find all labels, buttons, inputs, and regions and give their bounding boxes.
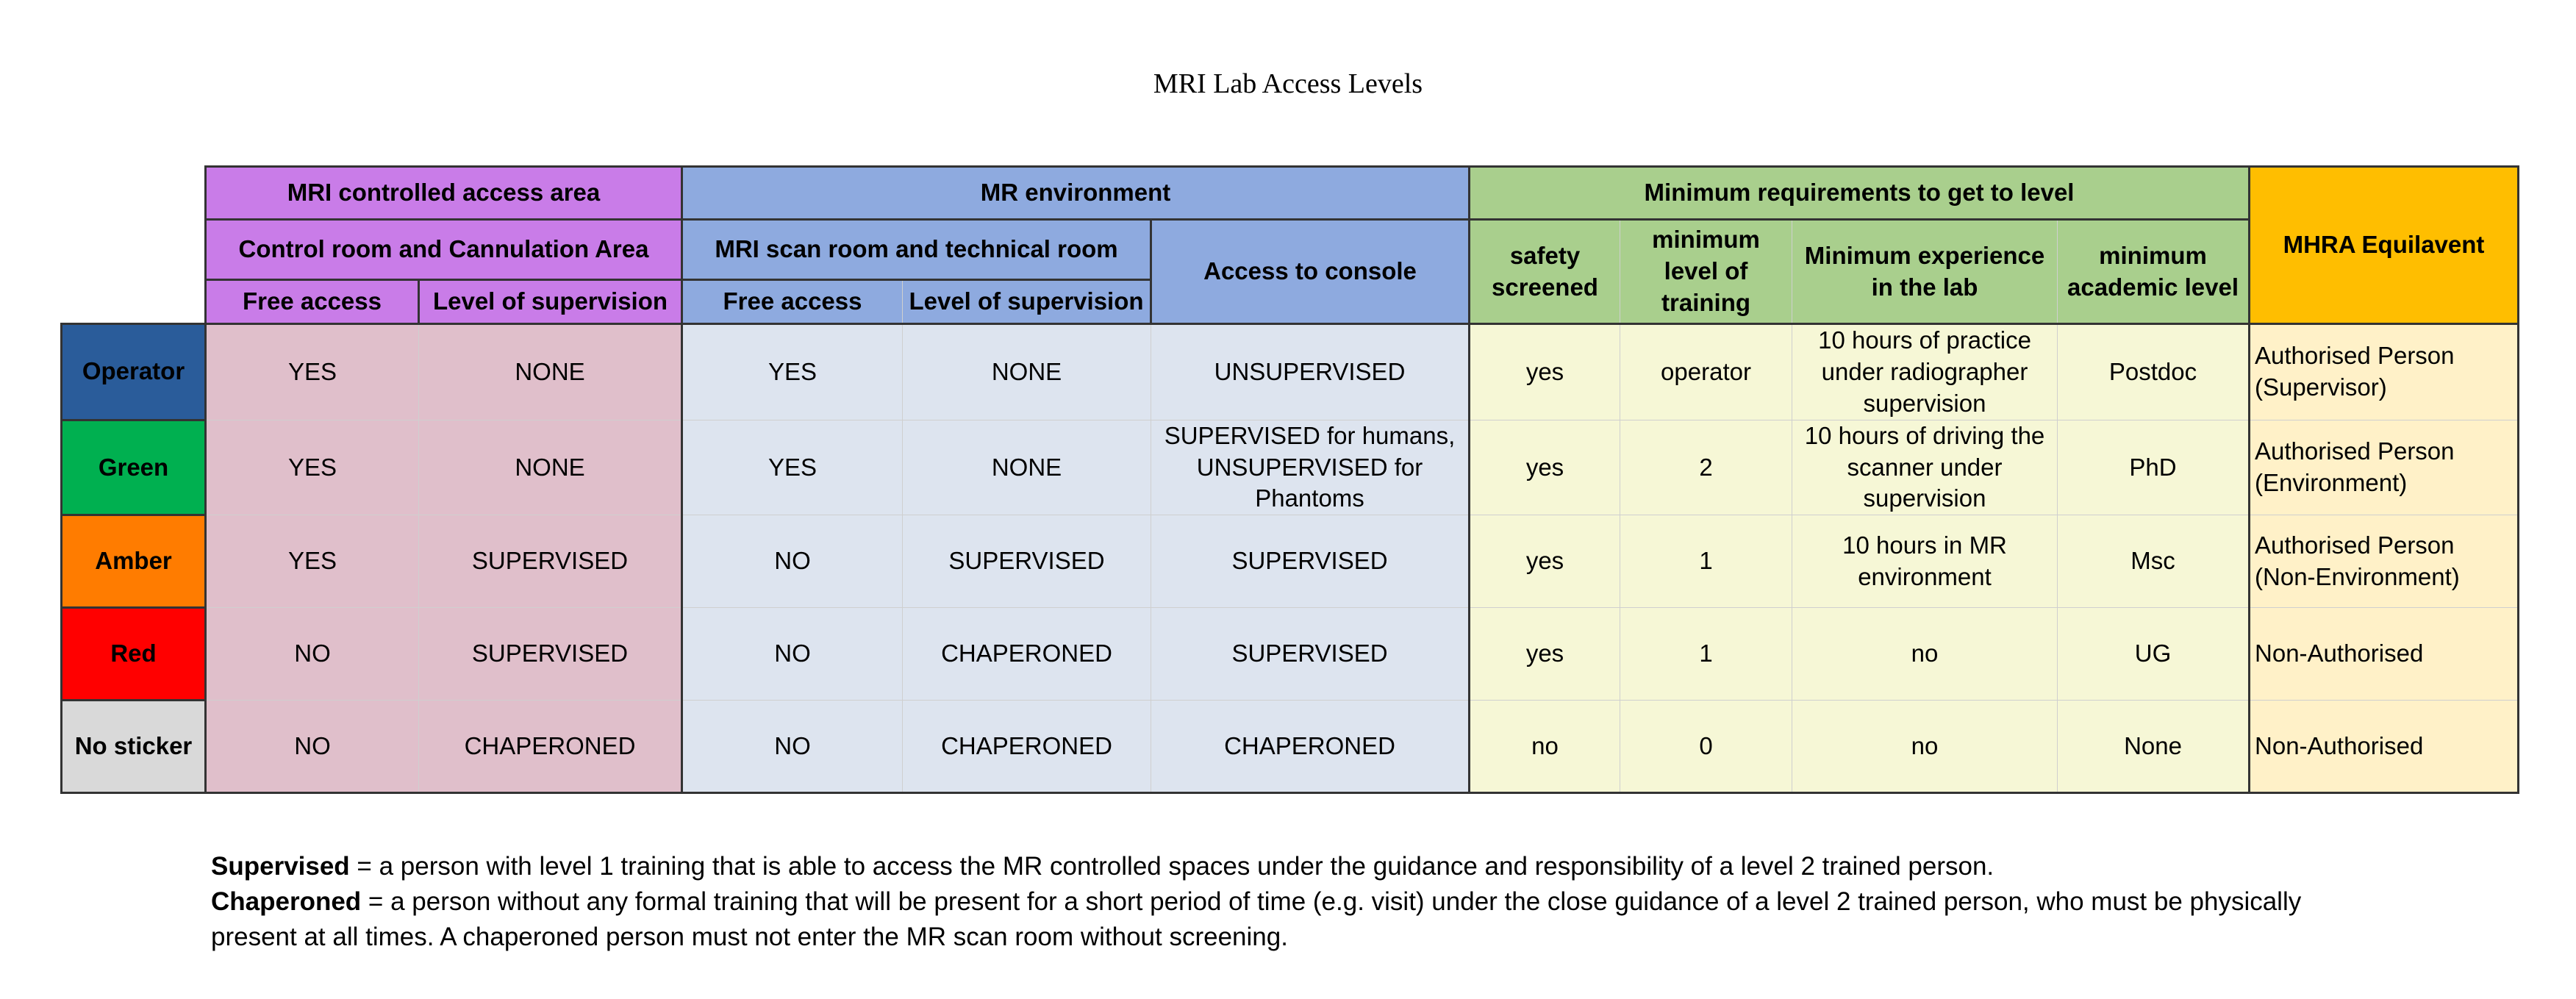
note-chaperoned <box>211 884 2343 955</box>
training-cell: 2 <box>1620 420 1792 515</box>
note-supervised-text: = a person with level 1 training that is able to access the MR controlled spaces under the guidance and responsibility of a level 2 trained person. <box>349 852 1994 881</box>
table-row <box>62 515 2519 608</box>
mr-free-cell: NO <box>682 608 903 701</box>
header-scan-room: MRI scan room and technical room <box>682 220 1151 280</box>
mhra-cell: Authorised Person (Supervisor) <box>2250 324 2519 420</box>
table-row <box>62 608 2519 701</box>
experience-cell: no <box>1792 608 2058 701</box>
ctrl-sup-cell: CHAPERONED <box>419 701 682 793</box>
header-mr-supervision: Level of supervision <box>903 280 1151 324</box>
mhra-cell: Authorised Person (Environment) <box>2250 420 2519 515</box>
ctrl-sup-cell: NONE <box>419 420 682 515</box>
console-cell: SUPERVISED for humans, UNSUPERVISED for Phantoms <box>1151 420 1470 515</box>
header-mr-free: Free access <box>682 280 903 324</box>
table-row <box>62 324 2519 420</box>
note-supervised-term: Supervised <box>211 852 350 881</box>
mhra-cell: Authorised Person (Non-Environment) <box>2250 515 2519 608</box>
screened-cell: yes <box>1470 324 1620 420</box>
header-min-requirements: Minimum requirements to get to level <box>1470 167 2250 220</box>
experience-cell: 10 hours in MR environment <box>1792 515 2058 608</box>
mr-free-cell: YES <box>682 420 903 515</box>
academic-cell: None <box>2058 701 2250 793</box>
mr-sup-cell: NONE <box>903 420 1151 515</box>
footnotes <box>211 849 2343 955</box>
level-red: Red <box>62 608 206 701</box>
access-levels-table <box>60 165 2519 794</box>
mr-free-cell: NO <box>682 515 903 608</box>
screened-cell: yes <box>1470 420 1620 515</box>
training-cell: 1 <box>1620 608 1792 701</box>
ctrl-sup-cell: SUPERVISED <box>419 608 682 701</box>
page-title: MRI Lab Access Levels <box>1153 68 1423 99</box>
header-control-room: Control room and Cannulation Area <box>206 220 682 280</box>
table-row <box>62 420 2519 515</box>
note-chaperoned-text: = a person without any formal training that will be present for a short period of time (e.g. visit) under the close guidance of a level 2 trained person, who must be physically present at all times. A chaperoned person must not enter the MR scan room without screening. <box>211 887 2302 951</box>
training-cell: 1 <box>1620 515 1792 608</box>
ctrl-free-cell: NO <box>206 701 419 793</box>
corner-blank <box>62 167 206 324</box>
header-mhra: MHRA Equilavent <box>2250 167 2519 324</box>
academic-cell: PhD <box>2058 420 2250 515</box>
header-ctrl-supervision: Level of supervision <box>419 280 682 324</box>
console-cell: SUPERVISED <box>1151 608 1470 701</box>
training-cell: operator <box>1620 324 1792 420</box>
header-ctrl-free: Free access <box>206 280 419 324</box>
academic-cell: UG <box>2058 608 2250 701</box>
ctrl-sup-cell: SUPERVISED <box>419 515 682 608</box>
academic-cell: Msc <box>2058 515 2250 608</box>
header-mr-environment: MR environment <box>682 167 1470 220</box>
level-no-sticker: No sticker <box>62 701 206 793</box>
screened-cell: yes <box>1470 608 1620 701</box>
ctrl-free-cell: YES <box>206 515 419 608</box>
table-row <box>62 701 2519 793</box>
ctrl-free-cell: YES <box>206 324 419 420</box>
ctrl-free-cell: YES <box>206 420 419 515</box>
note-supervised <box>211 849 2343 884</box>
header-safety-screened: safety screened <box>1470 220 1620 324</box>
mr-sup-cell: SUPERVISED <box>903 515 1151 608</box>
console-cell: UNSUPERVISED <box>1151 324 1470 420</box>
mhra-cell: Non-Authorised <box>2250 701 2519 793</box>
console-cell: CHAPERONED <box>1151 701 1470 793</box>
header-experience: Minimum experience in the lab <box>1792 220 2058 324</box>
header-controlled-area: MRI controlled access area <box>206 167 682 220</box>
mr-sup-cell: CHAPERONED <box>903 608 1151 701</box>
level-operator: Operator <box>62 324 206 420</box>
note-chaperoned-term: Chaperoned <box>211 887 362 916</box>
header-console: Access to console <box>1151 220 1470 324</box>
screened-cell: yes <box>1470 515 1620 608</box>
header-academic: minimum academic level <box>2058 220 2250 324</box>
experience-cell: 10 hours of driving the scanner under supervision <box>1792 420 2058 515</box>
level-amber: Amber <box>62 515 206 608</box>
mr-sup-cell: CHAPERONED <box>903 701 1151 793</box>
ctrl-free-cell: NO <box>206 608 419 701</box>
academic-cell: Postdoc <box>2058 324 2250 420</box>
header-training: minimum level of training <box>1620 220 1792 324</box>
mhra-cell: Non-Authorised <box>2250 608 2519 701</box>
level-green: Green <box>62 420 206 515</box>
experience-cell: 10 hours of practice under radiographer supervision <box>1792 324 2058 420</box>
mr-sup-cell: NONE <box>903 324 1151 420</box>
mr-free-cell: NO <box>682 701 903 793</box>
mr-free-cell: YES <box>682 324 903 420</box>
ctrl-sup-cell: NONE <box>419 324 682 420</box>
experience-cell: no <box>1792 701 2058 793</box>
screened-cell: no <box>1470 701 1620 793</box>
console-cell: SUPERVISED <box>1151 515 1470 608</box>
training-cell: 0 <box>1620 701 1792 793</box>
